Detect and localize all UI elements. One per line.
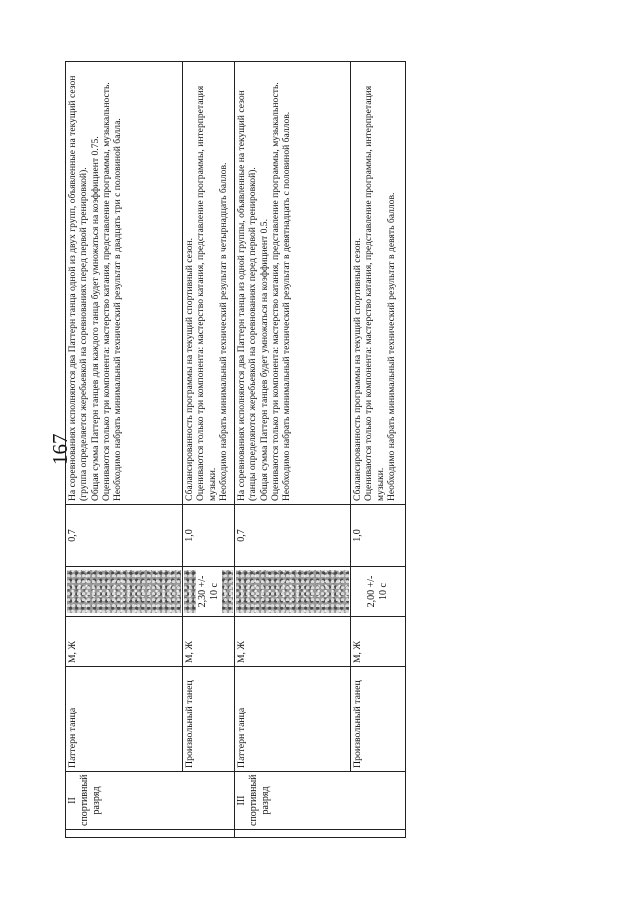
duration-wrap: [352, 570, 404, 613]
table-row: [183, 62, 235, 838]
gender-cell: М, Ж: [66, 617, 183, 667]
blank-margin-cell: [66, 830, 235, 838]
duration-value: 2,00 +/- 10 с: [366, 575, 389, 608]
program-name: Паттерн танца: [66, 667, 183, 772]
scan-noise-patch: [67, 570, 181, 613]
requirement-line: Оцениваются только три компонента: мастерство катания, представление программы, интерпретация музыки.: [363, 85, 386, 501]
requirement-line: Общая сумма Паттерн танцев будет умножаться на коэффициент 0.5.: [258, 219, 270, 501]
table-row: [351, 62, 406, 838]
coefficient-cell: 1,0: [351, 505, 406, 567]
requirement-line: Необходимо набрать минимальный технический результат в девять баллов.: [385, 192, 397, 501]
requirement-line: Необходимо набрать минимальный технический результат в двадцать три с половиной балла.: [112, 118, 124, 501]
table-row: [235, 62, 351, 838]
coefficient-cell: 0,7: [66, 505, 183, 567]
blank-margin-cell: [235, 830, 406, 838]
requirement-line: Необходимо набрать минимальный технический результат в девятнадцать с половиной баллов.: [281, 111, 293, 501]
coefficient-cell: 1,0: [183, 505, 235, 567]
duration-value: 2,30 +/- 10 с: [196, 570, 222, 613]
requirements-cell: [235, 62, 351, 505]
requirements-cell: [183, 62, 235, 505]
duration-cell: [351, 567, 406, 617]
program-name: Произвольный танец: [351, 667, 406, 772]
requirements-table: [65, 61, 406, 838]
table-row: [66, 62, 183, 838]
requirement-line: Оцениваются только три компонента: мастерство катания, представление программы, музыкальность.: [100, 82, 112, 501]
gender-cell: М, Ж: [235, 617, 351, 667]
program-name: Паттерн танца: [235, 667, 351, 772]
requirement-line: Оцениваются только три компонента: мастерство катания, представление программы, музыкальность.: [269, 82, 281, 501]
requirement-line: На соревнованиях исполняются два Паттерн танца одной из двух групп, объявленные на текущий сезон (группа определяется жеребьевкой на соревнованиях перед первой тренировкой).: [67, 75, 90, 501]
scan-noise-patch: [184, 570, 233, 613]
duration-cell: [183, 567, 235, 617]
rank-cell: II спортивный разряд: [66, 772, 235, 830]
requirement-line: Оцениваются только три компонента: мастерство катания, представление программы, интерпретация музыки.: [195, 85, 218, 501]
requirements-cell: [66, 62, 183, 505]
duration-cell: [66, 567, 183, 617]
rotated-table-container: [65, 62, 405, 838]
requirement-line: Сбалансированность программы на текущий спортивный сезон.: [352, 237, 363, 501]
requirements-cell: [351, 62, 406, 505]
rank-cell: III спортивный разряд: [235, 772, 406, 830]
gender-cell: М, Ж: [183, 617, 235, 667]
requirement-line: Необходимо набрать минимальный технический результат в четырнадцать баллов.: [217, 162, 229, 501]
requirement-line: На соревнованиях исполняются два Паттерн танца из одной группы, объявленные на текущий сезон (танцы определяются жеребьевкой на соревнованиях перед первой тренировкой).: [236, 90, 259, 501]
coefficient-cell: 0,7: [235, 505, 351, 567]
duration-cell: [235, 567, 351, 617]
page-number: 167: [48, 433, 72, 465]
requirement-line: Сбалансированность программы на текущий спортивный сезон.: [184, 237, 195, 501]
program-name: Произвольный танец: [183, 667, 235, 772]
scan-noise-patch: [236, 570, 349, 613]
requirement-line: Общая сумма Паттерн танцев для каждого танца будет умножаться на коэффициент 0.75.: [89, 136, 101, 501]
gender-cell: М, Ж: [351, 617, 406, 667]
